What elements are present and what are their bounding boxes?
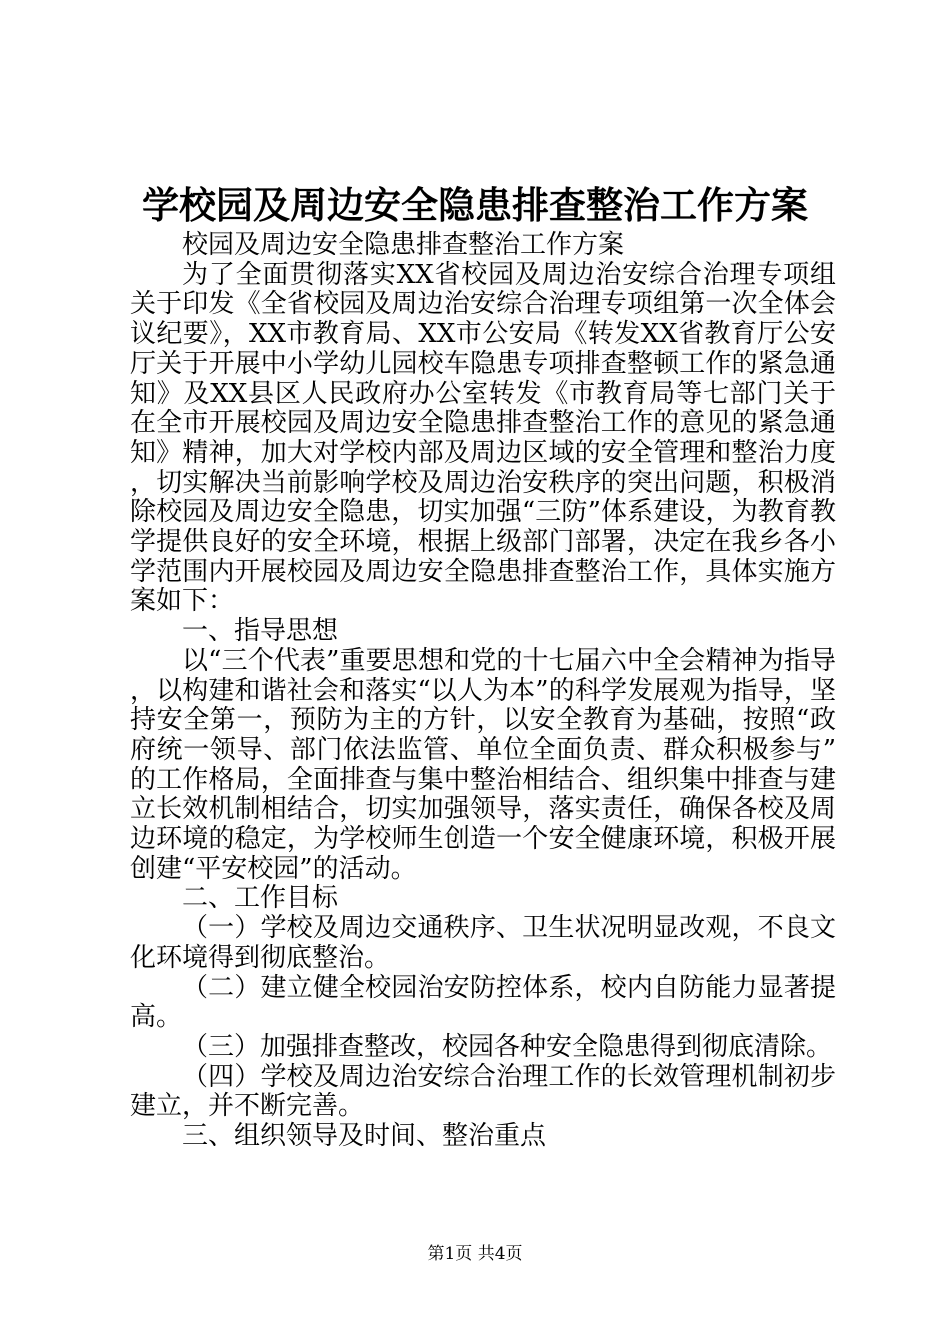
- goal-item-3: （三）加强排查整改，校园各种安全隐患得到彻底清除。: [182, 1031, 833, 1062]
- goal-item-2: （二）建立健全校园治安防控体系，校内自防能力显著提高。: [130, 972, 836, 1033]
- document-body: [130, 231, 836, 1152]
- document-title: 学校园及周边安全隐患排查整治工作方案: [142, 184, 808, 227]
- section-heading-work-goals: 二、工作目标: [182, 883, 339, 914]
- section-heading-guiding-thought: 一、指导思想: [182, 616, 339, 647]
- goal-item-4: （四）学校及周边治安综合治理工作的长效管理机制初步建立，并不断完善。: [130, 1061, 836, 1122]
- guiding-thought-paragraph: 以“三个代表”重要思想和党的十七届六中全会精神为指导，以构建和谐社会和落实“以人为本”的科学发展观为指导，坚持安全第一，预防为主的方针，以安全教育为基础，按照“政府统一领导、部门依法监管、单位全面负责、群众积极参与”的工作格局，全面排查与集中整治相结合、组织集中排查与建立长效机制相结合，切实加强领导，落实责任，确保各校及周边环境的稳定，为学校师生创造一个安全健康环境，积极开展创建“平安校园”的活动。: [130, 645, 836, 884]
- section-heading-organization: 三、组织领导及时间、整治重点: [182, 1121, 547, 1152]
- document-subtitle: 校园及周边安全隐患排查整治工作方案: [182, 230, 625, 260]
- intro-paragraph: 为了全面贯彻落实XX省校园及周边治安综合治理专项组关于印发《全省校园及周边治安综合治理专项组第一次全体会议纪要》，XX市教育局、XX市公安局《转发XX省教育厅公安厅关于开展中小学幼儿园校车隐患专项排查整顿工作的紧急通知》及XX县区人民政府办公室转发《市教育局等七部门关于在全市开展校园及周边安全隐患排查整治工作的意见的紧急通知》精神，加大对学校内部及周边区域的安全管理和整治力度，切实解决当前影响学校及周边治安秩序的突出问题，积极消除校园及周边安全隐患，切实加强“三防”体系建设，为教育教学提供良好的安全环境，根据上级部门部署，决定在我乡各小学范围内开展校园及周边安全隐患排查整治工作，具体实施方案如下：: [130, 259, 836, 617]
- goal-item-1: （一）学校及周边交通秩序、卫生状况明显改观，不良文化环境得到彻底整治。: [130, 913, 836, 973]
- page-number-footer: 第1页 共4页: [427, 1244, 523, 1264]
